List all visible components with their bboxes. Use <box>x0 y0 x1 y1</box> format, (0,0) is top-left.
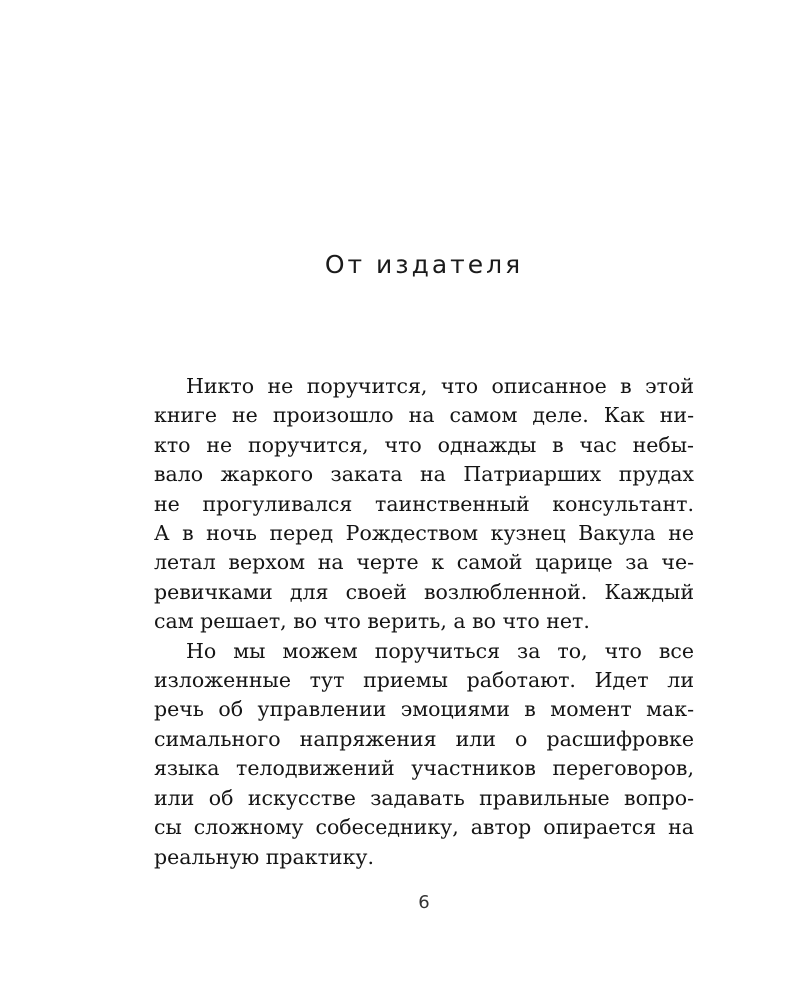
text-line: симального напряжения или о расшифровке <box>154 726 694 751</box>
text-line: не прогуливался таинственный консультант. <box>154 491 694 516</box>
text-line: реальную практику. <box>154 844 374 869</box>
page-title: От издателя <box>324 250 524 279</box>
text-line: языка телодвижений участников переговоров, <box>154 756 694 781</box>
text-line: кто не поручится, что однажды в час небы- <box>154 432 694 457</box>
text-line: Но мы можем поручиться за то, что все <box>186 638 694 663</box>
text-line: книге не произошло на самом деле. Как ни- <box>154 403 694 428</box>
text-line: сам решает, во что верить, а во что нет. <box>154 609 590 634</box>
text-line: изложенные тут приемы работают. Идет ли <box>154 668 694 693</box>
text-line: летал верхом на черте к самой царице за че- <box>154 550 694 575</box>
text-line: А в ночь перед Рождеством кузнец Вакула не <box>154 521 694 546</box>
page-number: 6 <box>418 892 430 913</box>
text-line: сы сложному собеседнику, автор опирается на <box>154 815 694 840</box>
text-line: или об искусстве задавать правильные вопро- <box>154 785 694 810</box>
text-line: речь об управлении эмоциями в момент мак- <box>154 697 694 722</box>
text-line: Никто не поручится, что описанное в этой <box>186 374 694 398</box>
body-text <box>154 372 694 872</box>
text-line: вало жаркого заката на Патриарших прудах <box>154 462 694 487</box>
text-line: ревичками для своей возлюбленной. Каждый <box>154 579 694 604</box>
